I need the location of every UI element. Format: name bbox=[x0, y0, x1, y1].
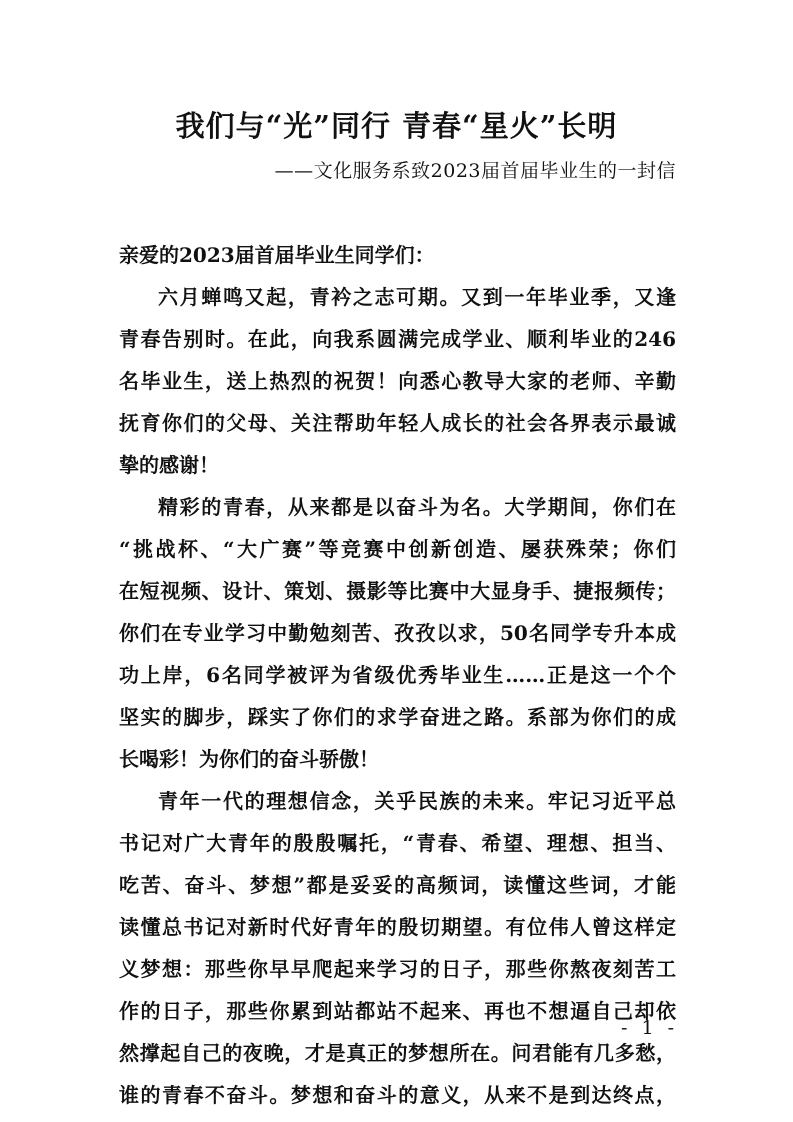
body-line: “挑战杯、“大广赛”等竞赛中创新创造、屡获殊荣；你们 bbox=[119, 537, 676, 561]
body-line: 坚实的脚步，踩实了你们的求学奋进之路。系部为你们的成 bbox=[119, 705, 676, 729]
body-line: 名毕业生，送上热烈的祝贺！向悉心教导大家的老师、辛勤 bbox=[119, 369, 676, 393]
body-line: 精彩的青春，从来都是以奋斗为名。大学期间，你们在 bbox=[158, 495, 676, 519]
body-line: 你们在专业学习中勤勉刻苦、孜孜以求，50名同学专升本成 bbox=[119, 621, 676, 645]
body-line: 义梦想：那些你早早爬起来学习的日子，那些你熬夜刻苦工 bbox=[119, 957, 676, 981]
body-line: 挚的感谢！ bbox=[119, 453, 219, 477]
body-line: 青年一代的理想信念，关乎民族的未来。牢记习近平总 bbox=[158, 789, 676, 813]
document-title: 我们与“光”同行 青春“星火”长明 bbox=[175, 109, 618, 143]
document-subtitle: ——文化服务系致2023届首届毕业生的一封信 bbox=[274, 160, 676, 182]
body-line: 谁的青春不奋斗。梦想和奋斗的意义，从来不是到达终点， bbox=[119, 1083, 676, 1107]
body-line: 作的日子，那些你累到站都站不起来、再也不想逼自己却依 bbox=[119, 999, 676, 1023]
body-line: 六月蝉鸣又起，青衿之志可期。又到一年毕业季，又逢 bbox=[158, 285, 676, 309]
body-line: 青春告别时。在此，向我系圆满完成学业、顺利毕业的246 bbox=[119, 327, 676, 351]
body-line: 读懂总书记对新时代好青年的殷切期望。有位伟人曾这样定 bbox=[119, 915, 676, 939]
body-line: 长喝彩！为你们的奋斗骄傲！ bbox=[119, 747, 379, 771]
body-line: 书记对广大青年的殷殷嘱托，“青春、希望、理想、担当、 bbox=[119, 831, 676, 855]
page-number: - 1 - bbox=[621, 1017, 679, 1039]
body-line: 功上岸，6名同学被评为省级优秀毕业生……正是这一个个 bbox=[119, 663, 676, 687]
letter-greeting: 亲爱的2023届首届毕业生同学们： bbox=[119, 243, 435, 267]
body-line: 在短视频、设计、策划、摄影等比赛中大显身手、捷报频传； bbox=[119, 579, 676, 603]
body-line: 吃苦、奋斗、梦想”都是妥妥的高频词，读懂这些词，才能 bbox=[119, 873, 676, 897]
body-line: 抚育你们的父母、关注帮助年轻人成长的社会各界表示最诚 bbox=[119, 411, 676, 435]
body-line: 然撑起自己的夜晚，才是真正的梦想所在。问君能有几多愁， bbox=[119, 1041, 676, 1065]
